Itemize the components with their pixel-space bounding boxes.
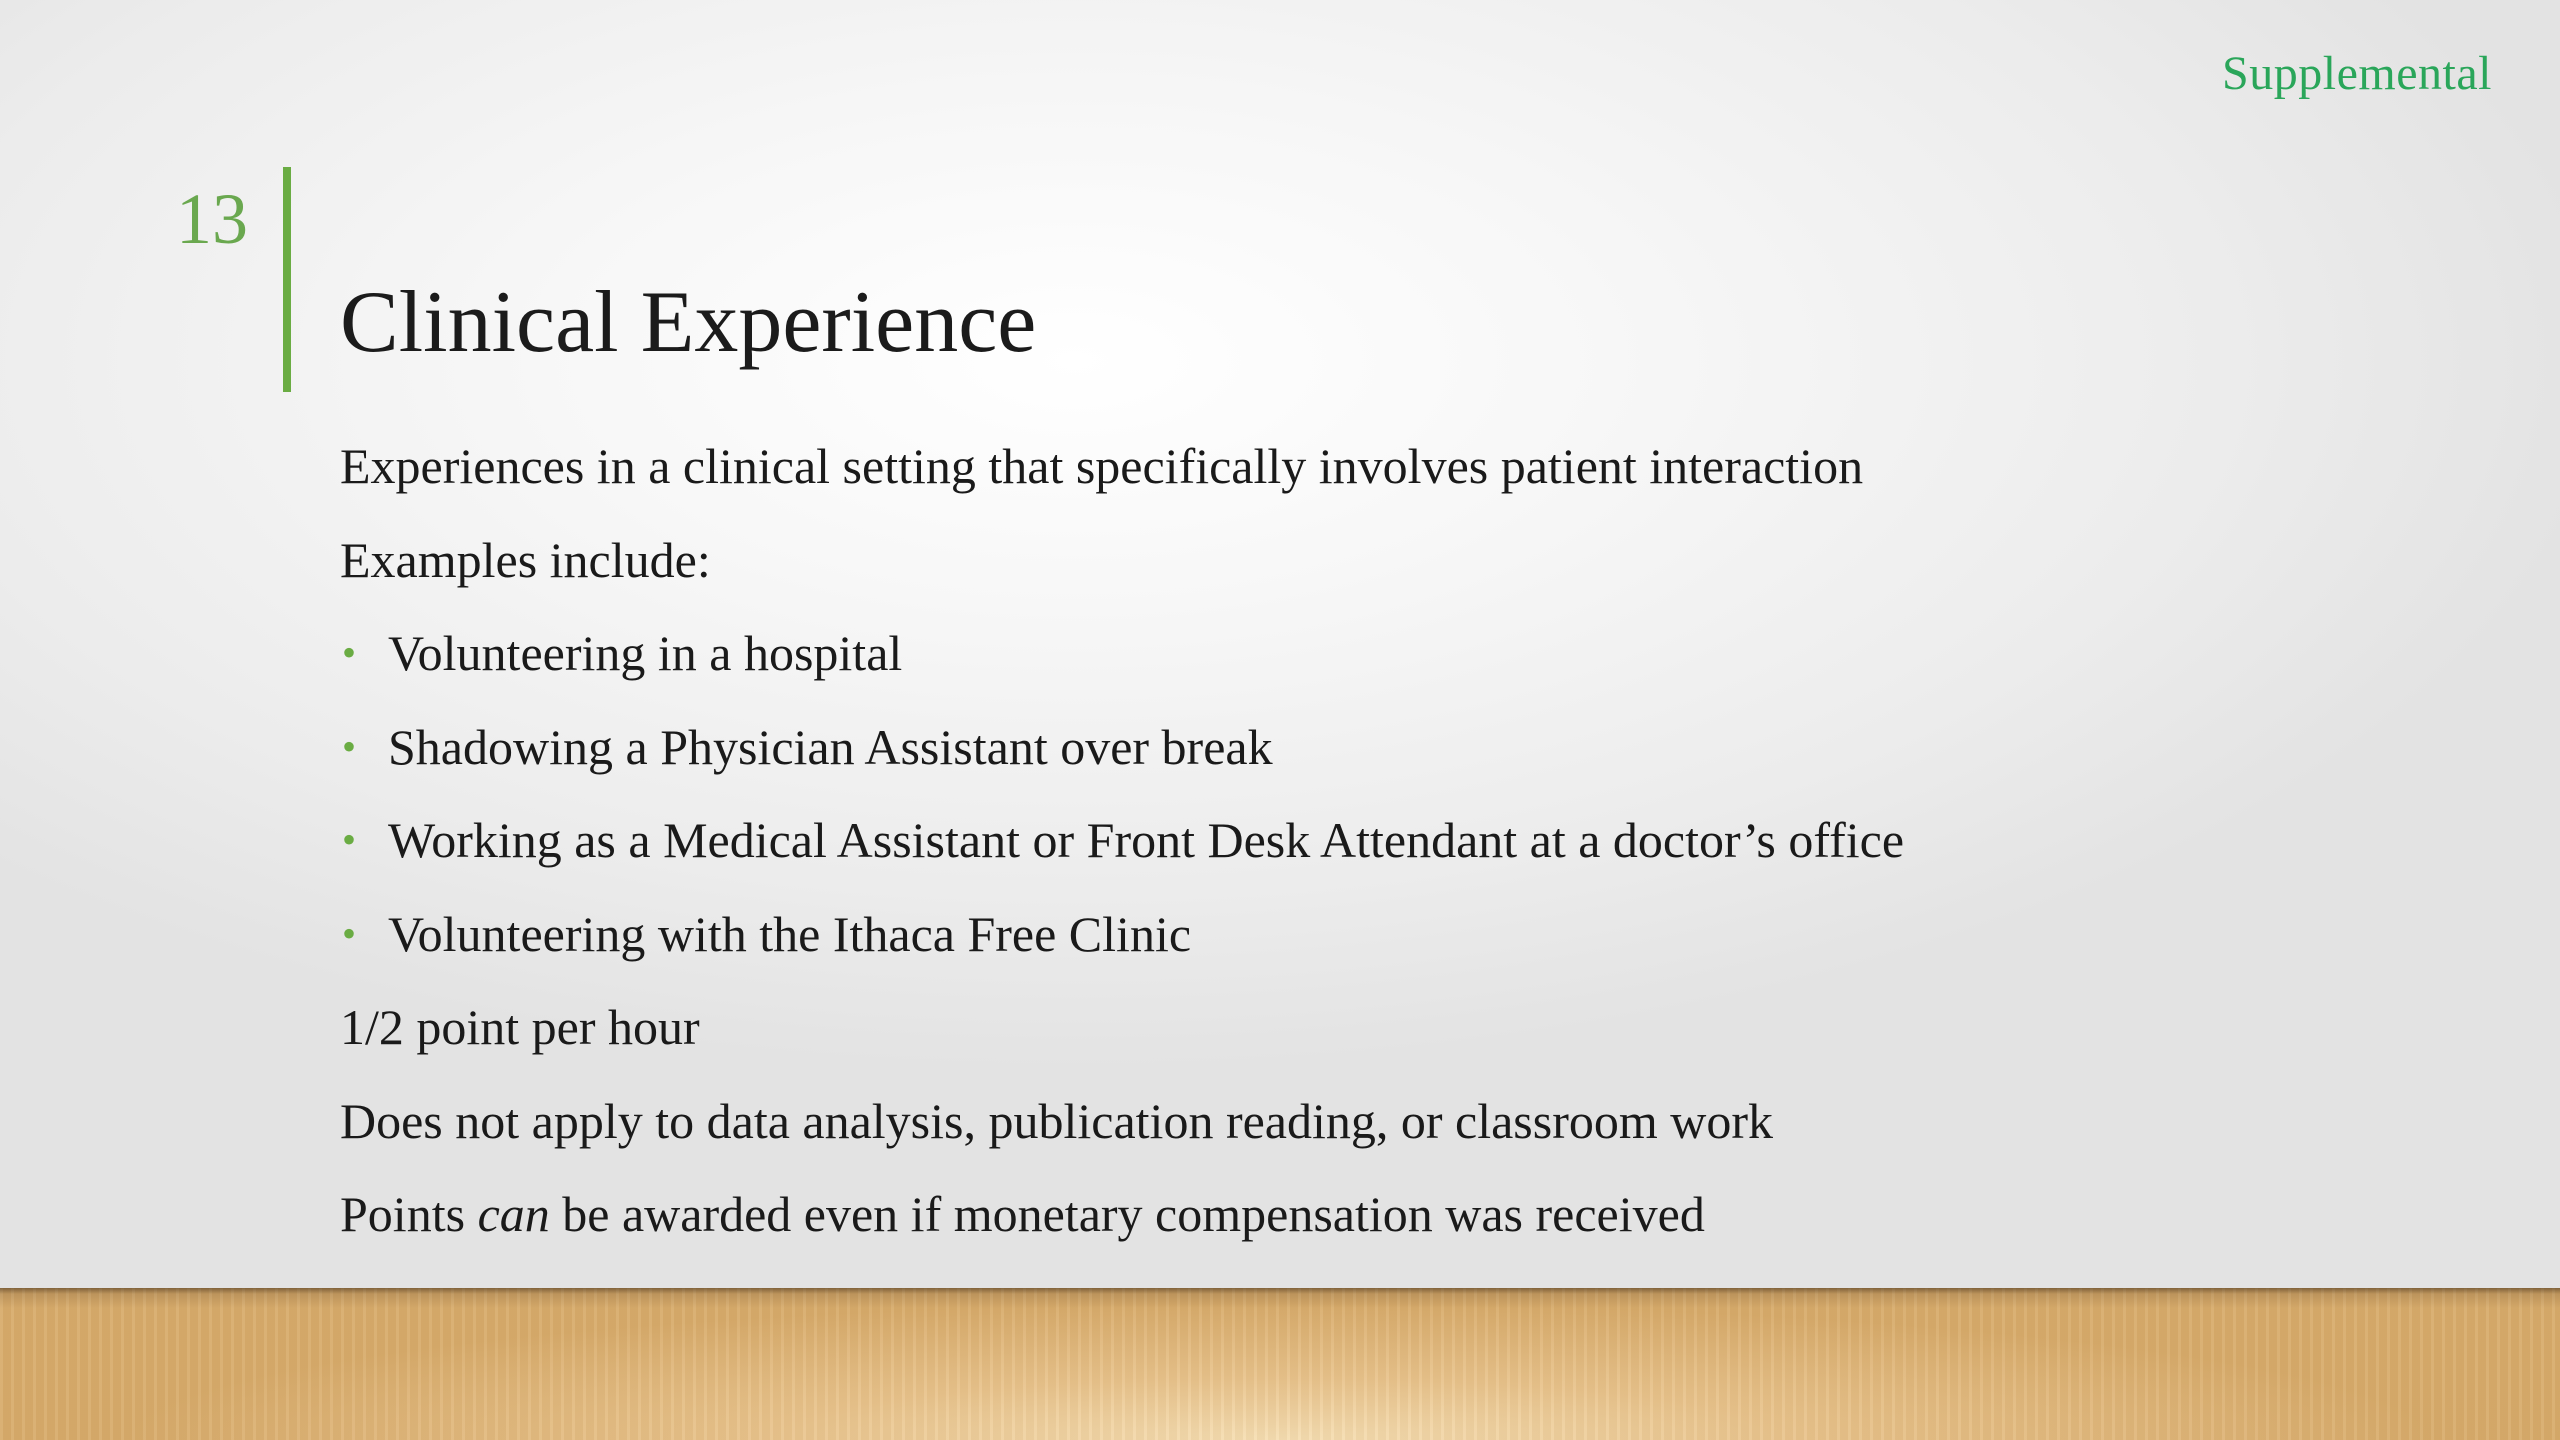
bullet-text: Volunteering in a hospital [388, 625, 903, 681]
slide-number: 13 [176, 179, 248, 259]
bullet-dot-icon: • [342, 723, 357, 769]
bullet-dot-icon: • [342, 910, 357, 956]
compensation-prefix: Points [340, 1186, 478, 1242]
points-rate-text: 1/2 point per hour [340, 999, 700, 1055]
bullet-item [340, 619, 2400, 713]
wood-floor-background [0, 1288, 2560, 1440]
title-accent-bar [283, 167, 291, 392]
compensation-emphasis: can [477, 1186, 550, 1242]
slide-body [340, 432, 2400, 1274]
bullet-text: Working as a Medical Assistant or Front Desk Attendant at a doctor’s office [388, 812, 1905, 868]
bullet-item [340, 806, 2400, 900]
bullet-dot-icon: • [342, 817, 357, 862]
bullet-item [340, 713, 2400, 807]
examples-heading: Examples include: [340, 531, 711, 588]
compensation-suffix: be awarded even if monetary compensation was received [549, 1186, 1705, 1242]
bullet-item [340, 900, 2400, 994]
bullet-text: Shadowing a Physician Assistant over break [388, 718, 1273, 775]
intro-text: Experiences in a clinical setting that specifically involves patient interaction [340, 438, 1864, 494]
compensation-text [340, 1180, 2400, 1274]
slide-title: Clinical Experience [340, 274, 1037, 371]
bullet-text: Volunteering with the Ithaca Free Clinic [388, 905, 1192, 962]
bullet-dot-icon: • [342, 630, 357, 675]
exclusion-text: Does not apply to data analysis, publication reading, or classroom work [340, 1092, 1774, 1149]
supplemental-label: Supplemental [2222, 47, 2492, 100]
